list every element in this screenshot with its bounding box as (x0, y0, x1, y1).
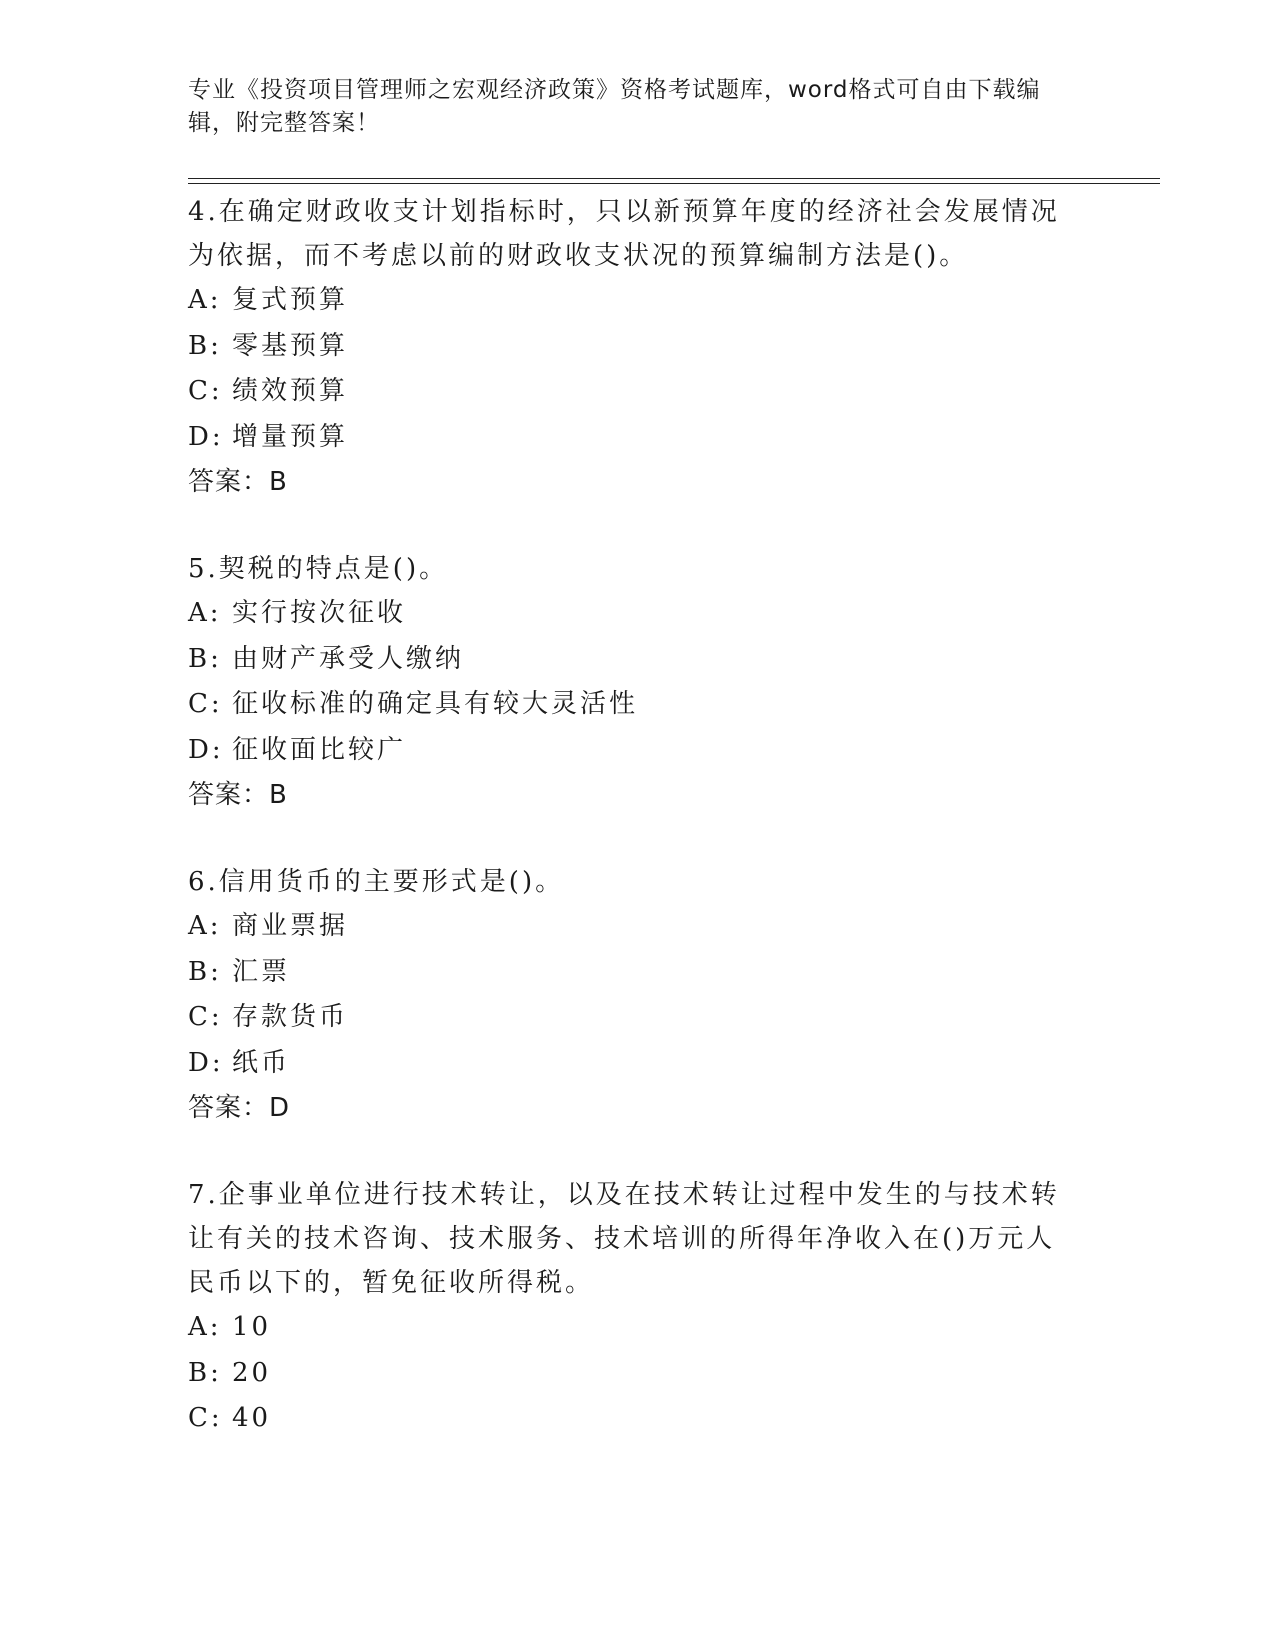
option-text: 零基预算 (232, 330, 349, 361)
option-b (188, 950, 1088, 996)
option-letter: B: (188, 956, 222, 987)
option-text: 10 (232, 1312, 272, 1342)
question-4 (188, 190, 1088, 505)
option-letter: D: (188, 1047, 224, 1078)
option-text: 由财产承受人缴纳 (232, 643, 465, 674)
question-5 (188, 547, 1088, 818)
option-letter: C: (188, 1002, 223, 1032)
option-c (188, 995, 1088, 1041)
option-text: 20 (232, 1357, 272, 1388)
answer-line: 答案：B (188, 780, 288, 810)
question-list (188, 190, 1088, 1484)
option-letter: A: (188, 1312, 222, 1342)
option-a (188, 1305, 1088, 1351)
question-stem: 6.信用货币的主要形式是()。 (188, 867, 565, 897)
option-text: 纸币 (232, 1047, 291, 1078)
option-letter: B: (188, 330, 222, 361)
option-a (188, 278, 1088, 324)
option-d (188, 415, 1088, 461)
option-text: 商业票据 (232, 911, 349, 941)
question-stem: 7.企事业单位进行技术转让，以及在技术转让过程中发生的与技术转让有关的技术咨询、技术服务、技术培训的所得年净收入在()万元人民币以下的，暂免征收所得税。 (188, 1180, 1060, 1298)
option-text: 汇票 (232, 956, 291, 987)
option-letter: A: (188, 598, 222, 628)
option-a (188, 591, 1088, 637)
option-a (188, 904, 1088, 950)
option-letter: A: (188, 285, 222, 315)
option-b (188, 637, 1088, 683)
option-letter: C: (188, 376, 223, 406)
header-divider-bottom (188, 183, 1160, 184)
option-b (188, 1351, 1088, 1397)
option-d (188, 1041, 1088, 1087)
option-c (188, 682, 1088, 728)
option-c (188, 1396, 1088, 1442)
option-text: 绩效预算 (232, 376, 349, 406)
option-text: 复式预算 (232, 285, 349, 315)
question-7 (188, 1173, 1088, 1442)
header-line-1: 专业《投资项目管理师之宏观经济政策》资格考试题库，word格式可自由下载编 (188, 77, 1041, 103)
option-letter: A: (188, 911, 222, 941)
option-text: 征收标准的确定具有较大灵活性 (232, 689, 639, 719)
option-letter: D: (188, 421, 224, 452)
option-text: 实行按次征收 (232, 598, 407, 628)
answer-line: 答案：D (188, 1093, 291, 1123)
option-c (188, 369, 1088, 415)
document-header (188, 74, 1068, 140)
option-text: 40 (232, 1403, 272, 1433)
question-6 (188, 860, 1088, 1131)
option-text: 增量预算 (232, 421, 349, 452)
question-stem: 5.契税的特点是()。 (188, 554, 449, 584)
option-d (188, 728, 1088, 774)
question-stem: 4.在确定财政收支计划指标时，只以新预算年度的经济社会发展情况为依据，而不考虑以前的财政收支状况的预算编制方法是()。 (188, 197, 1060, 271)
header-divider-top (188, 178, 1160, 179)
option-text: 存款货币 (232, 1002, 349, 1032)
header-line-2: 辑，附完整答案！ (188, 110, 380, 136)
option-letter: C: (188, 1403, 223, 1433)
option-letter: B: (188, 1357, 222, 1388)
answer-line: 答案：B (188, 467, 288, 497)
option-letter: B: (188, 643, 222, 674)
option-letter: C: (188, 689, 223, 719)
option-b (188, 324, 1088, 370)
option-text: 征收面比较广 (232, 734, 407, 765)
option-letter: D: (188, 734, 224, 765)
